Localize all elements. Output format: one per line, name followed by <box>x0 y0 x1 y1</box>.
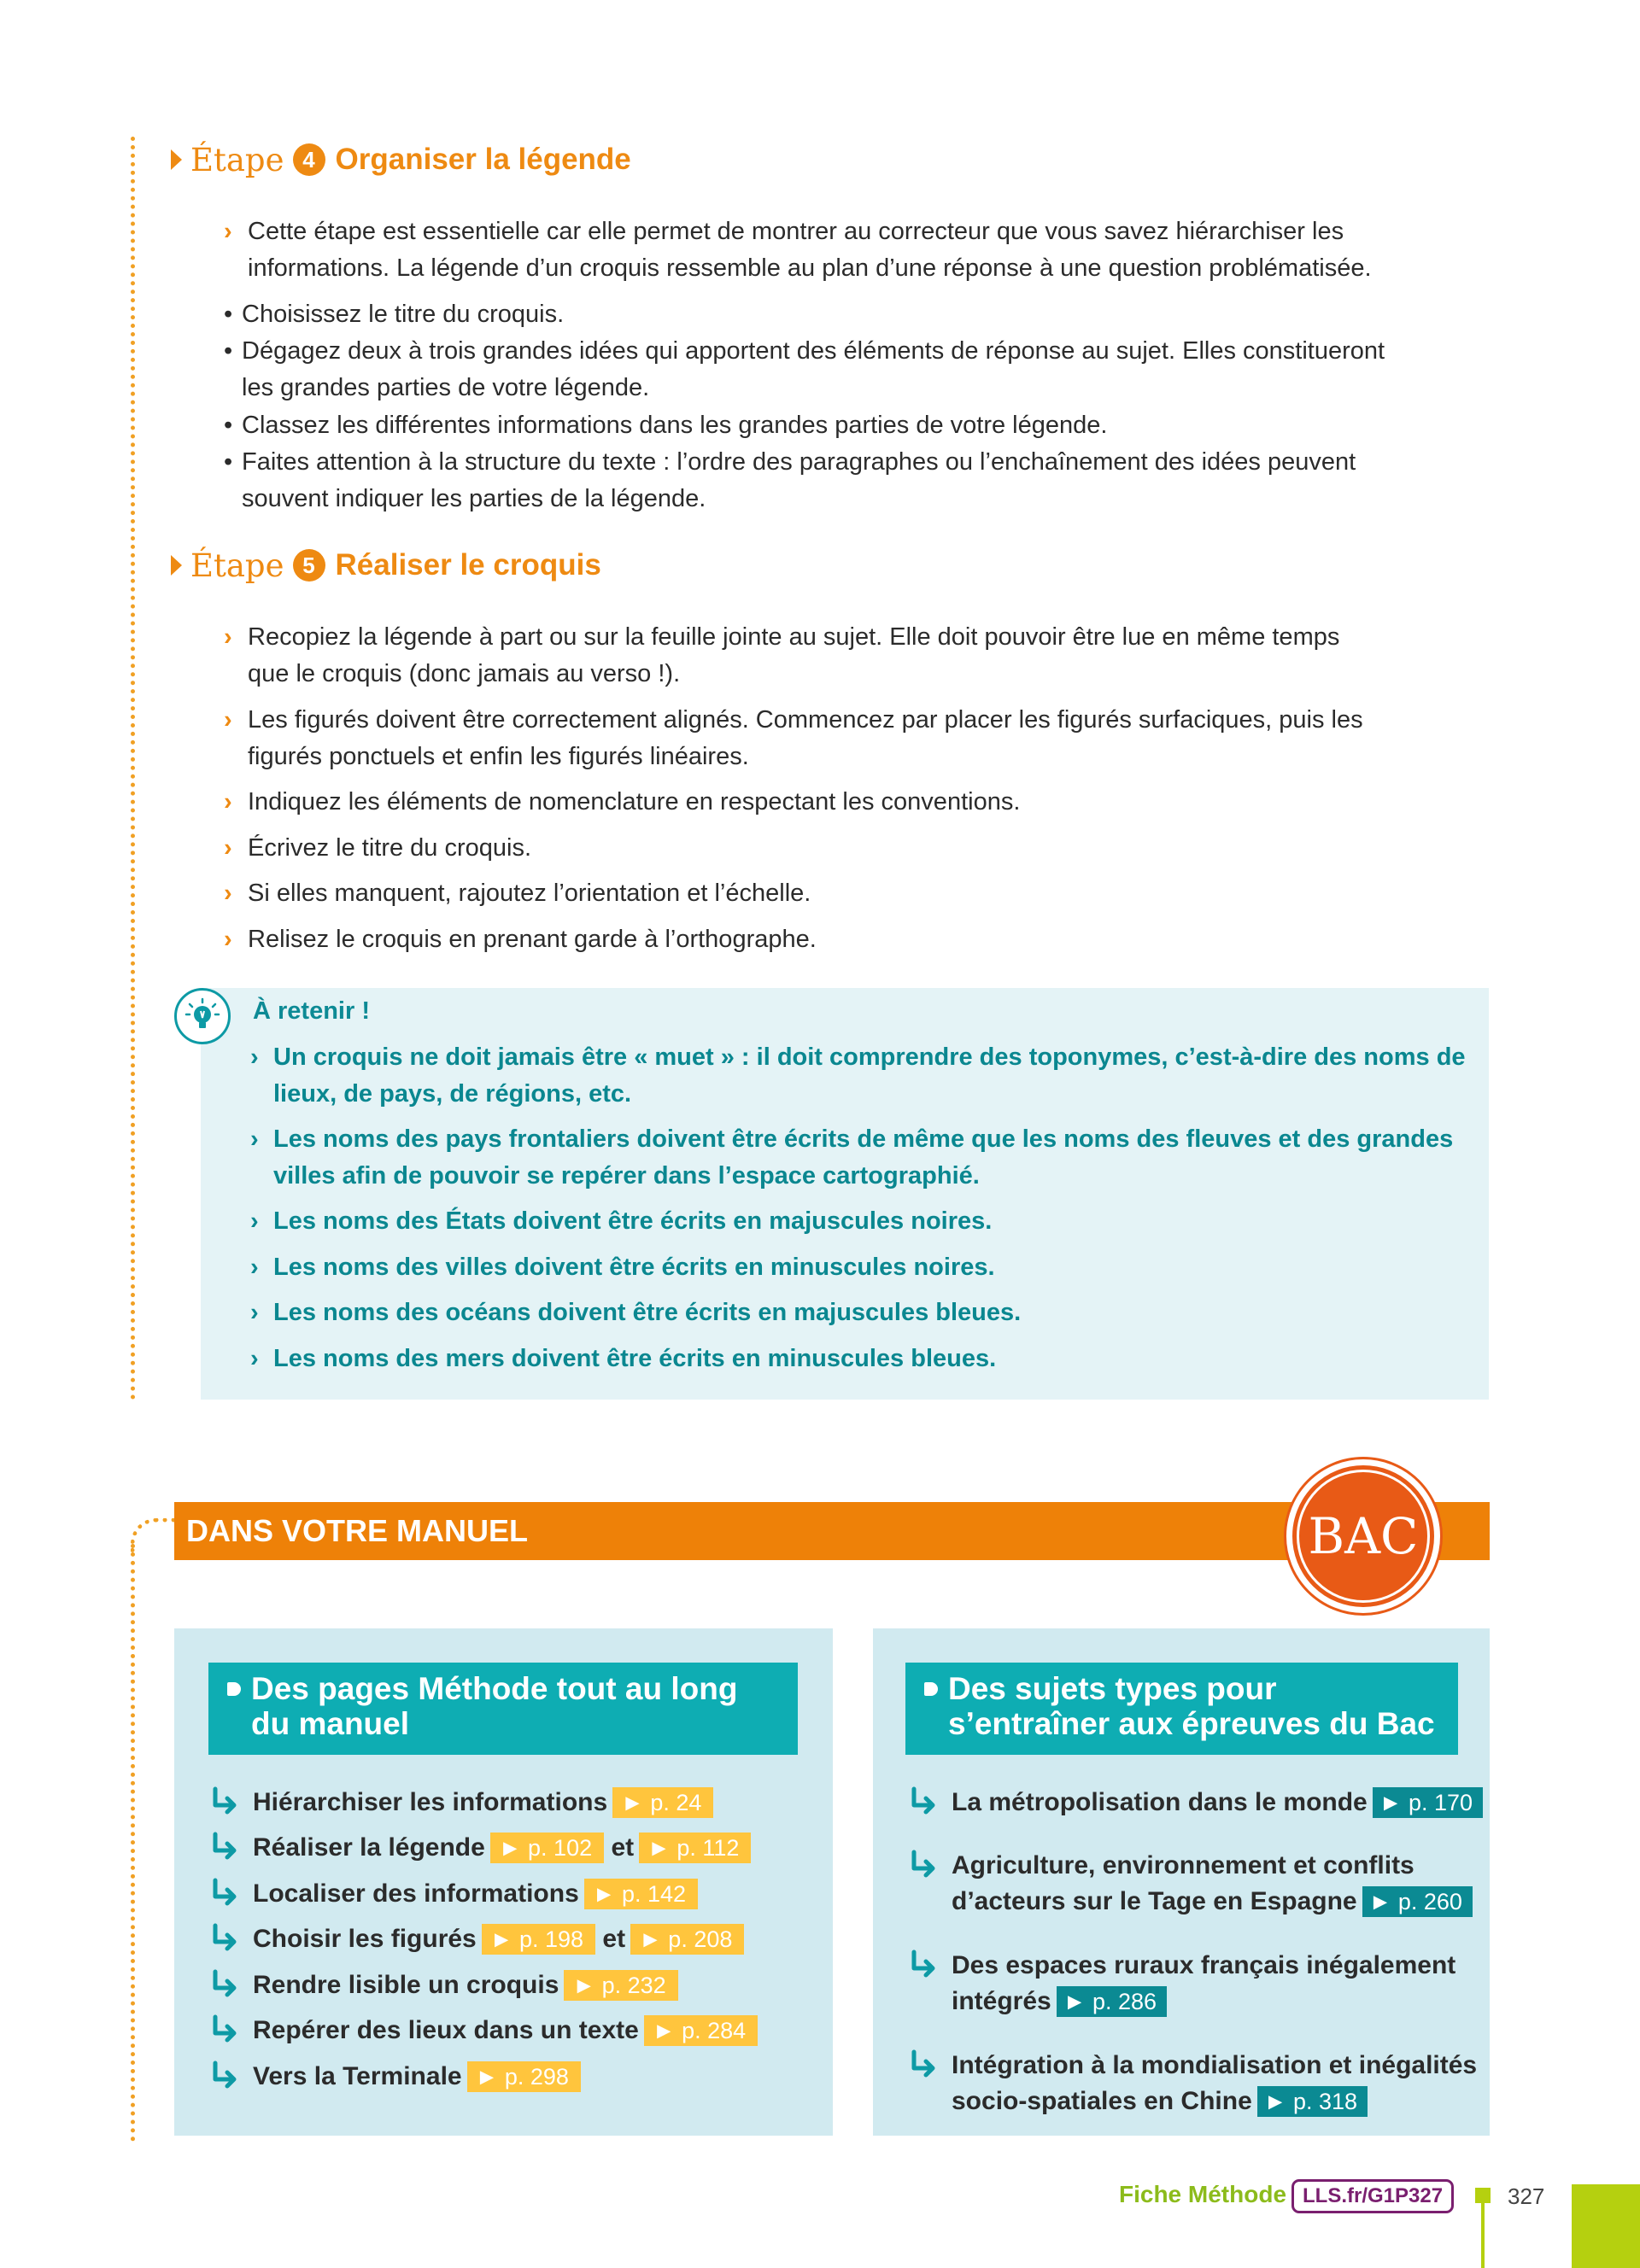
item-line: Les figurés doivent être correctement alignés. Commencez par placer les figurés surfaciques, puis les <box>248 706 1363 734</box>
page-tag[interactable]: ► p. 232 <box>564 1970 677 2001</box>
rail-curve <box>131 1518 178 1553</box>
chevron-icon: › <box>224 788 232 815</box>
panel-title-line: Des pages Méthode tout au long <box>251 1671 738 1706</box>
methode-link-text: Repérer des lieux dans un texte <box>253 2016 639 2044</box>
item-line: que le croquis (donc jamais au verso !). <box>248 660 681 687</box>
chevron-icon: › <box>224 834 232 862</box>
retenir-line: Les noms des États doivent être écrits en majuscules noires. <box>273 1207 993 1235</box>
return-arrow-icon <box>210 1969 239 2000</box>
step-5-item <box>224 619 1486 693</box>
chevron-icon: › <box>250 1043 259 1071</box>
step-title: Réaliser le croquis <box>335 548 601 582</box>
chevron-icon: › <box>224 218 232 245</box>
manuel-banner-label: DANS VOTRE MANUEL <box>186 1513 529 1548</box>
return-arrow-icon <box>210 2060 239 2091</box>
retenir-line: Les noms des océans doivent être écrits en majuscules bleues. <box>273 1299 1022 1326</box>
page-tag[interactable]: ► p. 298 <box>467 2061 581 2092</box>
page-tag[interactable]: ► p. 24 <box>612 1787 713 1818</box>
chevron-icon: › <box>250 1207 259 1235</box>
page-tag[interactable]: ► p. 198 <box>482 1924 595 1955</box>
sujet-link-text: intégrés <box>952 1987 1051 2015</box>
bullet-dot: • <box>224 337 233 365</box>
footer-label: Fiche Méthode <box>1119 2181 1287 2207</box>
sujet-link-text: socio-spatiales en Chine <box>952 2087 1252 2115</box>
methode-link-text: Réaliser la légende <box>253 1833 485 1862</box>
methode-panel-title <box>208 1663 798 1755</box>
square-bullet-icon <box>227 1682 241 1696</box>
step-word: Étape <box>190 547 284 584</box>
page-tag[interactable]: ► p. 102 <box>490 1833 604 1863</box>
chevron-icon: › <box>224 706 232 734</box>
page-tag[interactable]: ► p. 286 <box>1057 1986 1167 2017</box>
panel-title-line: s’entraîner aux épreuves du Bac <box>948 1706 1435 1741</box>
methode-link[interactable] <box>253 2013 758 2049</box>
item-line: figurés ponctuels et enfin les figurés linéaires. <box>248 743 749 770</box>
return-arrow-icon <box>909 2049 938 2080</box>
retenir-item <box>250 1341 1486 1377</box>
step-5-item <box>224 921 1486 958</box>
triangle-icon <box>171 555 182 576</box>
bullet-dot: • <box>224 412 233 439</box>
retenir-line: Les noms des mers doivent être écrits en minuscules bleues. <box>273 1345 997 1372</box>
page-tag[interactable]: ► p. 284 <box>644 2015 758 2046</box>
step-number-badge: 5 <box>293 549 325 582</box>
chevron-icon: › <box>250 1299 259 1326</box>
item-line: Relisez le croquis en prenant garde à l’orthographe. <box>248 926 817 953</box>
step-5-item <box>224 875 1486 912</box>
sujet-link[interactable] <box>952 1785 1483 1821</box>
sujets-panel-title <box>905 1663 1458 1755</box>
lightbulb-icon <box>174 988 231 1044</box>
sujet-link-text: Agriculture, environnement et conflits <box>952 1851 1414 1879</box>
step-5-item <box>224 830 1486 867</box>
methode-link-text: Vers la Terminale <box>253 2062 462 2090</box>
page-tag[interactable]: ► p. 142 <box>584 1879 698 1909</box>
bac-badge <box>1286 1459 1440 1613</box>
retenir-line: Les noms des pays frontaliers doivent être écrits de même que les noms des fleuves et des grandes <box>273 1125 1454 1153</box>
methode-link[interactable] <box>253 2059 581 2095</box>
step-5-item <box>224 702 1486 775</box>
retenir-line: Un croquis ne doit jamais être « muet » : il doit comprendre des toponymes, c’est-à-dire des noms de <box>273 1043 1466 1071</box>
bullet-text: Dégagez deux à trois grandes idées qui apportent des éléments de réponse au sujet. Elles constitueront <box>242 337 1385 365</box>
page-tag[interactable]: ► p. 170 <box>1373 1787 1483 1818</box>
return-arrow-icon <box>210 1923 239 1954</box>
methode-link-text: Localiser des informations <box>253 1879 579 1908</box>
panel-title-line: du manuel <box>251 1706 410 1741</box>
methode-link[interactable] <box>253 1967 678 2003</box>
item-line: Écrivez le titre du croquis. <box>248 834 532 862</box>
return-arrow-icon <box>210 1832 239 1862</box>
bullet-text: souvent indiquer les parties de la légende. <box>242 485 706 512</box>
item-line: Indiquez les éléments de nomenclature en respectant les conventions. <box>248 788 1021 815</box>
step-5-heading <box>171 541 601 589</box>
item-line: Recopiez la légende à part ou sur la feuille jointe au sujet. Elle doit pouvoir être lue en même temps <box>248 623 1340 651</box>
bullet-text: Classez les différentes informations dans les grandes parties de votre légende. <box>242 412 1108 439</box>
page-tag[interactable]: ► p. 318 <box>1257 2086 1368 2117</box>
step-4-bullet <box>224 407 1488 444</box>
retenir-item <box>250 1249 1486 1286</box>
panel-title-line: Des sujets types pour <box>948 1671 1277 1706</box>
return-arrow-icon <box>210 1878 239 1909</box>
page-number: 327 <box>1508 2183 1545 2209</box>
page-tag[interactable]: ► p. 260 <box>1362 1886 1473 1917</box>
item-line: Si elles manquent, rajoutez l’orientation et l’échelle. <box>248 880 811 907</box>
methode-link-text: Rendre lisible un croquis <box>253 1971 559 1999</box>
intro-line: Cette étape est essentielle car elle permet de montrer au correcteur que vous savez hiérarchiser les <box>248 218 1344 245</box>
step-5-item <box>224 784 1486 821</box>
step-4-bullet <box>224 333 1488 406</box>
methode-link[interactable] <box>253 1830 751 1866</box>
retenir-item <box>250 1203 1486 1240</box>
retenir-title: À retenir ! <box>253 997 370 1025</box>
return-arrow-icon <box>909 1850 938 1880</box>
sujet-link-text: d’acteurs sur le Tage en Espagne <box>952 1887 1357 1915</box>
footer-color-tab <box>1572 2184 1640 2268</box>
sujet-link-text: Des espaces ruraux français inégalement <box>952 1951 1456 1979</box>
page-tag[interactable]: ► p. 112 <box>639 1833 751 1863</box>
retenir-item <box>250 1039 1486 1113</box>
chevron-icon: › <box>224 926 232 953</box>
bullet-text: Faites attention à la structure du texte : l’ordre des paragraphes ou l’enchaînement des idées peuvent <box>242 448 1356 476</box>
retenir-line: Les noms des villes doivent être écrits en minuscules noires. <box>273 1254 995 1281</box>
sujet-link[interactable] <box>952 1948 1456 2020</box>
square-bullet-icon <box>924 1682 938 1696</box>
methode-link[interactable] <box>253 1921 744 1957</box>
bullet-dot: • <box>224 448 233 476</box>
triangle-icon <box>171 149 182 170</box>
and-word: et <box>602 1925 626 1953</box>
footer-divider <box>1481 2198 1485 2268</box>
sujet-link-text: La métropolisation dans le monde <box>952 1788 1368 1816</box>
footer-link[interactable]: LLS.fr/G1P327 <box>1292 2179 1454 2213</box>
step-number-badge: 4 <box>293 143 325 176</box>
retenir-item <box>250 1121 1486 1195</box>
step-word: Étape <box>190 141 284 178</box>
bullet-dot: • <box>224 301 233 328</box>
page-tag[interactable]: ► p. 208 <box>630 1924 744 1955</box>
step-4-intro <box>224 213 1486 287</box>
chevron-icon: › <box>224 880 232 907</box>
step-4-bullet <box>224 296 1488 333</box>
and-word: et <box>611 1833 635 1862</box>
left-dotted-rail-top <box>131 137 135 1400</box>
bac-badge-label: BAC <box>1297 1470 1430 1603</box>
intro-line: informations. La légende d’un croquis ressemble au plan d’une réponse à une question problématisée. <box>248 254 1372 282</box>
retenir-line: villes afin de pouvoir se repérer dans l’espace cartographié. <box>273 1162 980 1190</box>
chevron-icon: › <box>224 623 232 651</box>
return-arrow-icon <box>210 1786 239 1817</box>
sujet-link[interactable] <box>952 1848 1473 1920</box>
step-title: Organiser la légende <box>335 143 631 176</box>
methode-link[interactable] <box>253 1876 698 1912</box>
retenir-line: lieux, de pays, de régions, etc. <box>273 1080 632 1108</box>
return-arrow-icon <box>909 1949 938 1980</box>
retenir-item <box>250 1295 1486 1331</box>
step-4-heading <box>171 136 631 184</box>
methode-link-text: Hiérarchiser les informations <box>253 1788 608 1816</box>
methode-link-text: Choisir les figurés <box>253 1925 477 1953</box>
return-arrow-icon <box>210 2014 239 2045</box>
sujet-link-text: Intégration à la mondialisation et inégalités <box>952 2051 1478 2079</box>
bullet-text: les grandes parties de votre légende. <box>242 374 650 401</box>
return-arrow-icon <box>909 1786 938 1817</box>
methode-link[interactable] <box>253 1785 713 1821</box>
sujet-link[interactable] <box>952 2048 1477 2119</box>
chevron-icon: › <box>250 1345 259 1372</box>
bullet-text: Choisissez le titre du croquis. <box>242 301 565 328</box>
chevron-icon: › <box>250 1254 259 1281</box>
left-dotted-rail-bottom <box>131 1544 135 2142</box>
chevron-icon: › <box>250 1125 259 1153</box>
step-4-bullet <box>224 444 1488 517</box>
